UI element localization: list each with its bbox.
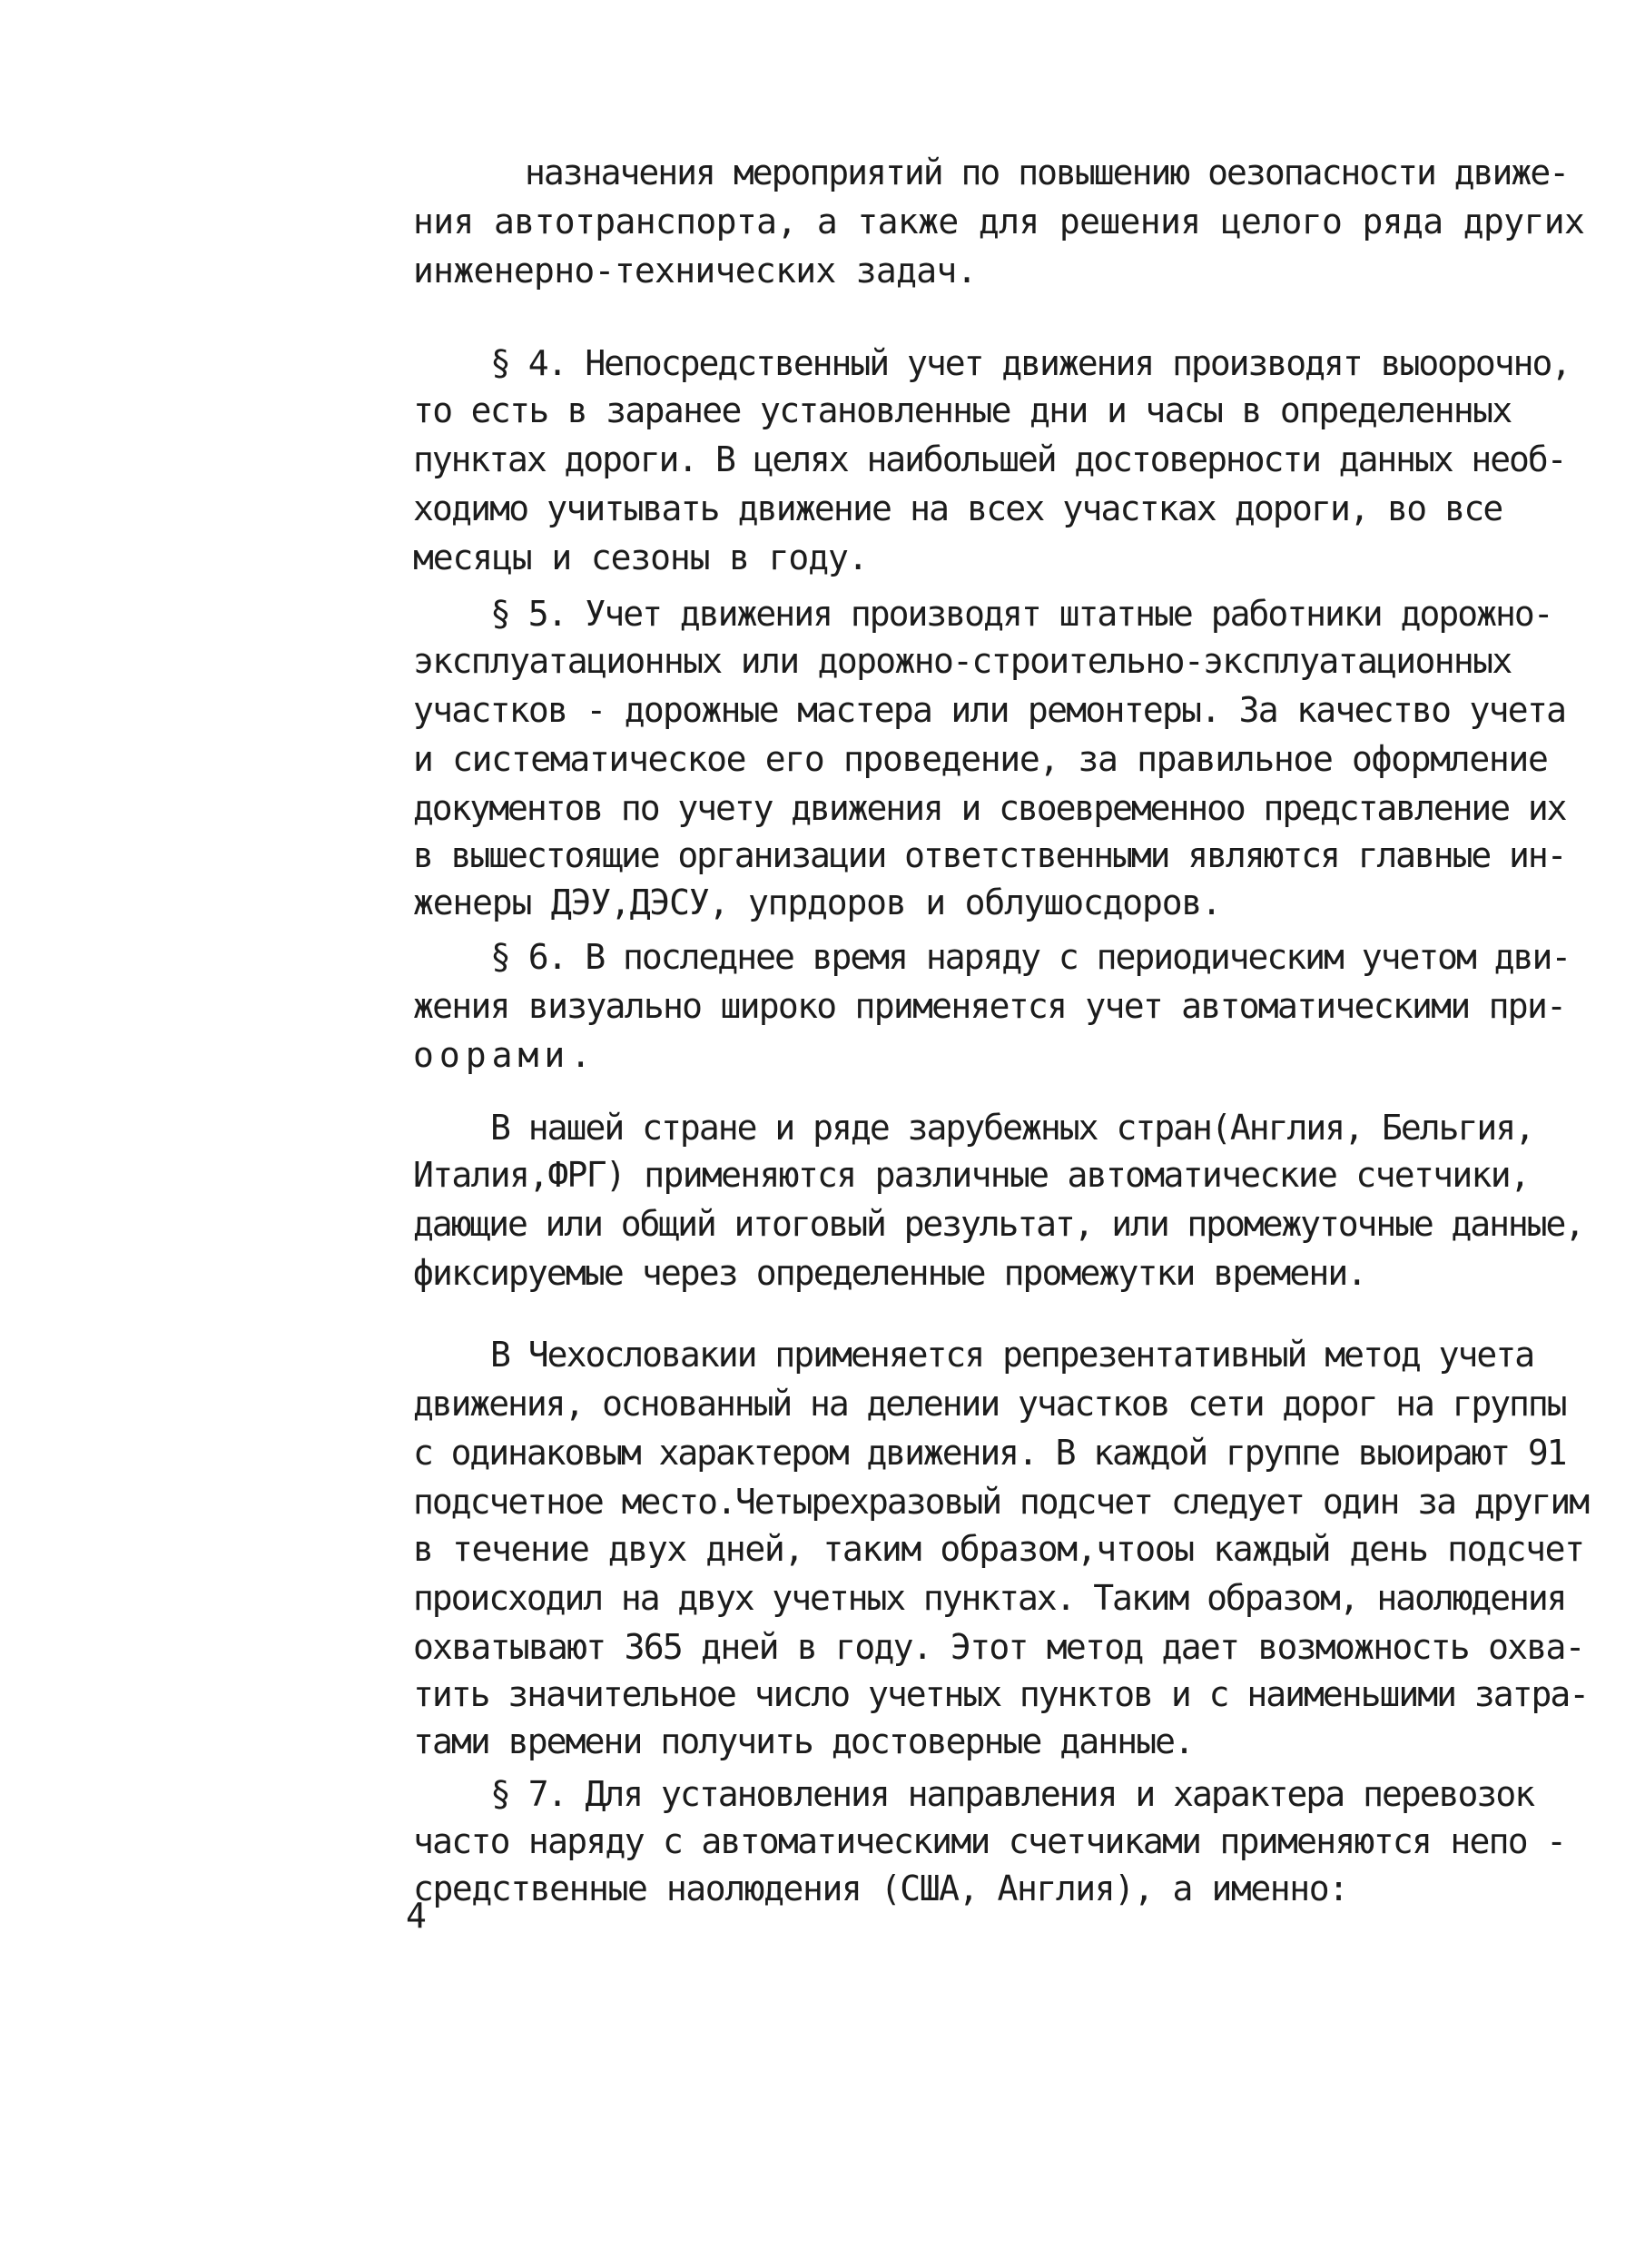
text-line: в течение двух дней, таким образом,чтооы каждый день подсчет	[413, 1529, 1584, 1569]
text-line: ходимо учитывать движение на всех участках дороги, во все	[413, 488, 1502, 528]
text-line: подсчетное место.Четырехразовый подсчет следует один за другим	[413, 1482, 1589, 1522]
text-line: § 4. Непосредственный учет движения производят выоорочно,	[490, 343, 1571, 383]
text-line: часто наряду с автоматическими счетчиками применяются непо -	[413, 1821, 1566, 1861]
text-line: эксплуатационных или дорожно-строительно-эксплуатационных	[413, 641, 1512, 681]
text-line: происходил на двух учетных пунктах. Таким образом, наолюдения	[413, 1578, 1566, 1618]
text-line: § 5. Учет движения производят штатные работники дорожно-	[490, 594, 1552, 634]
text-line: жения визуально широко применяется учет автоматическими при-	[413, 986, 1566, 1026]
text-line: и систематическое его проведение, за правильное оформление	[413, 739, 1548, 779]
text-line: тить значительное число учетных пунктов и с наименьшими затра-	[413, 1674, 1589, 1714]
text-line: назначения мероприятий по повышению оезопасности движе-	[525, 153, 1569, 192]
text-line: охватывают 365 дней в году. Этот метод дает возможность охва-	[413, 1627, 1584, 1667]
text-line: участков - дорожные мастера или ремонтеры. За качество учета	[413, 690, 1566, 730]
text-line: то есть в заранее установленные дни и часы в определенных	[413, 390, 1512, 430]
text-line: тами времени получить достоверные данные.	[413, 1721, 1194, 1761]
text-line: женеры ДЭУ,ДЭСУ, упрдоров и облушосдоров.	[413, 883, 1221, 922]
text-line: документов по учету движения и своевременноо представление их	[413, 788, 1566, 828]
page-number: 4	[406, 1896, 427, 1936]
text-line: в вышестоящие организации ответственными являются главные ин-	[413, 835, 1566, 875]
text-line: дающие или общий итоговый результат, или промежуточные данные,	[413, 1204, 1584, 1244]
text-line: средственные наолюдения (США, Англия), а именно:	[413, 1869, 1348, 1908]
text-line: ния автотранспорта, а также для решения целого ряда других	[413, 202, 1585, 242]
text-line: фиксируемые через определенные промежутки времени.	[413, 1253, 1366, 1293]
text-line: § 6. В последнее время наряду с периодическим учетом дви-	[490, 937, 1571, 977]
text-line: месяцы и сезоны в году.	[413, 537, 868, 577]
text-line: с одинаковым характером движения. В каждой группе выоирают 91	[413, 1433, 1566, 1473]
text-line: инженерно-технических задач.	[413, 251, 977, 291]
text-line: § 7. Для установления направления и характера перевозок	[490, 1774, 1534, 1814]
text-line: оорами.	[413, 1035, 597, 1075]
text-line: Италия,ФРГ) применяются различные автоматические счетчики,	[413, 1155, 1530, 1195]
text-line: движения, основанный на делении участков сети дорог на группы	[413, 1384, 1566, 1424]
text-line: В нашей стране и ряде зарубежных стран(Англия, Бельгия,	[490, 1108, 1534, 1148]
text-line: В Чехословакии применяется репрезентативный метод учета	[490, 1335, 1534, 1375]
text-line: пунктах дороги. В целях наибольшей достоверности данных необ-	[413, 439, 1566, 479]
